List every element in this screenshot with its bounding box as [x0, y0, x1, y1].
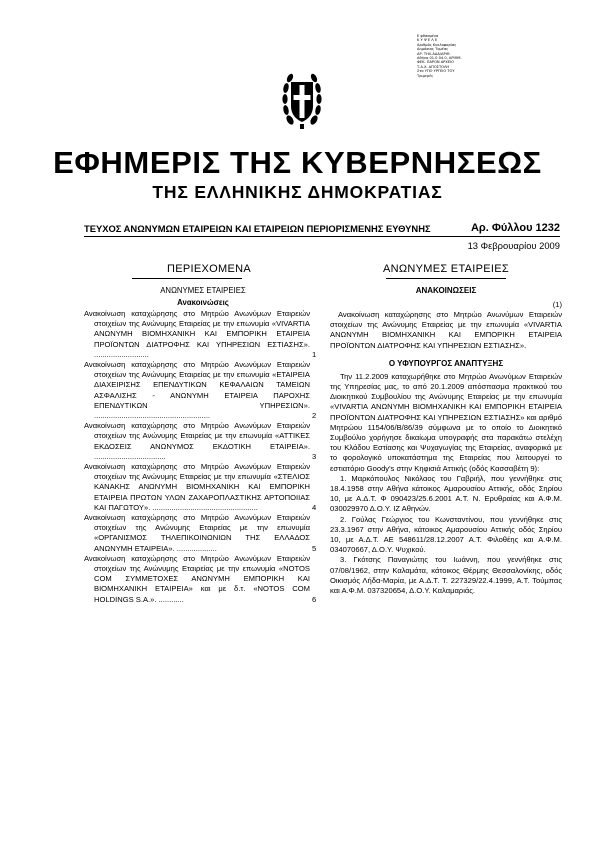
signatory-paragraph: 3. Γκότσης Παναγιώτης του Ιωάννη, που γεννήθηκε στις 07/08/1962, στην Καλαμάτα, κάτοικος Θέρμης Θεσσαλονίκης, οδός Οικισμός Λήδα-Μαρία, με Α.Δ.Τ. Τ. 227329/22.4.1999, Α.Τ. Τούμπας και Α.Φ.Μ. 037320654, Δ.Ο.Υ. Καλαμαριάς.: [330, 555, 562, 596]
toc-heading: ΠΕΡΙΕΧΟΜΕΝΑ: [167, 263, 251, 275]
stamp-line: Τ.Α.Χ. ΑΠΟΣΤΟΛΗ: [417, 64, 450, 69]
greek-coat-of-arms-icon: [281, 62, 323, 130]
gazette-title: ΕΦΗΜΕΡΙΣ ΤΗΣ ΚΥΒΕΡΝΗΣΕΩΣ: [53, 145, 542, 180]
toc-entry[interactable]: Ανακοίνωση καταχώρησης στο Μητρώο Ανωνύμων Εταιρειών στοιχείων της Ανώνυμης Εταιρείας με την επωνυμία «NOTOS COM ΣΥΜΜΕΤΟΧΕΣ ΑΝΩΝΥΜΗ ΕΜΠΟΡΙΚΗ ΚΑΙ ΒΙΟΜΗΧΑΝΙΚΗ ΕΤΑΙΡΕΙΑ» και με δ.τ. «NOTOS COM HOLDINGS S.A.». ............ 6: [84, 553, 317, 604]
stamp-line: ΑΡ. ΤΗΛ.ΑΔΑ/ΑΡΙΘ.: [417, 51, 451, 56]
registration-stamp: [417, 34, 487, 78]
signatory-paragraph: 1. Μαρκόπουλος Νικόλαος του Γαβριήλ, που γεννήθηκε στις 18.4.1958 στην Αθήνα κάτοικος Αμαρουσίου Αττικής, οδός Σηρίου 10, με Α.Δ.Τ. Φ 090423/25.6.2001 Α.Τ. Ν. Ερυθραίας και Α.Φ.Μ. 030029970 Δ.Ο.Υ. ΙΖ Αθηνών.: [330, 473, 562, 514]
stamp-line: Ε φθασμένα: [417, 34, 439, 38]
article-heading: ΑΝΩΝΥΜΕΣ ΕΤΑΙΡΕΙΕΣ: [382, 263, 510, 275]
stamp-line: Αθήνα 01.0 04.0, ΑΡΙΘΜ.: [417, 56, 462, 61]
stamp-line: Κ Υ Ψ Ε Λ Ε: [417, 38, 438, 43]
toc-subsection: Ανακοινώσεις: [177, 298, 229, 307]
stamp-line: Στο ΥΠΟ ΥΡΓΕΙΟ ΤΟΥ: [417, 69, 455, 74]
announcement-body: Την 11.2.2009 καταχωρήθηκε στο Μητρώο Ανωνύμων Εταιρειών της Υπηρεσίας μας, το από 20.1.2009 απόσπασμα πρακτικού του Διοικητικού Συμβουλίου της Ανώνυμης Εταιρείας με την επωνυμία «VIVARTIA ΑΝΩΝΥΜΗ ΒΙΟΜΗΧΑΝΙΚΗ ΚΑΙ ΕΜΠΟΡΙΚΗ ΕΤΑΙΡΕΙΑ ΠΡΟΪΟΝΤΩΝ ΔΙΑΤΡΟΦΗΣ ΚΑΙ ΥΠΗΡΕΣΙΩΝ ΕΣΤΙΑΣΗΣ» και αριθμό Μητρώου 1154/06/Β/86/39 σύμφωνα με το οποίο το Διοικητικό Συμβούλιο χορήγησε δικαίωμα υπογραφής στα παρακάτω στελέχη του Κλάδου Εστίασης και Ψυχαγωγίας της Εταιρείας, αναφορικά με το φορολογικό υποκατάστημα της Εταιρείας που λειτουργεί το εστιατόριο Goody's στην Κηφισιά Αττικής (οδός Κασσαβέτη 9):: [330, 371, 562, 473]
issue-row: [84, 222, 560, 235]
issue-series: ΤΕΥΧΟΣ ΑΝΩΝΥΜΩΝ ΕΤΑΙΡΕΙΩΝ ΚΑΙ ΕΤΑΙΡΕΙΩΝ ΠΕΡΙΟΡΙΣΜΕΝΗΣ ΕΥΘΥΝΗΣ: [84, 223, 431, 234]
signatory-paragraph: 2. Γούλας Γεώργιος του Κωνσταντίνου, που γεννήθηκε στις 23.3.1967 στην Αθήνα, κάτοικος Αμαρουσίου Αττικής οδός Σηρίου 10, με Α.Δ.Τ. ΑΕ 548611/28.12.2007 Α.Τ. Φιλοθέης και Α.Φ.Μ. 034070667, Δ.Ο.Υ. Ψυχικού.: [330, 514, 562, 555]
issue-date: 13 Φεβρουαρίου 2009: [467, 240, 560, 251]
stamp-line: Αριθμός Κυκλοφορίας: [417, 42, 457, 47]
toc-section: ΑΝΩΝΥΜΕΣ ΕΤΑΙΡΕΙΕΣ: [160, 286, 246, 295]
stamp-line: Δημόσιος Τομέας: [417, 47, 449, 52]
article-heading-rule: [386, 278, 506, 279]
article-section: ΑΝΑΚΟΙΝΩΣΕΙΣ: [415, 286, 477, 295]
announcement-number: (1): [552, 300, 562, 309]
toc-entry-text: Ανακοίνωση καταχώρησης στο Μητρώο Ανωνύμων Εταιρειών στοιχείων της Ανώνυμης Εταιρείας με την επωνυμία «NOTOS COM ΣΥΜΜΕΤΟΧΕΣ ΑΝΩΝΥΜΗ ΕΜΠΟΡΙΚΗ ΚΑΙ ΒΙΟΜΗΧΑΝΙΚΗ ΕΤΑΙΡΕΙΑ» και με δ.τ. «NOTOS COM HOLDINGS S.A.». ............: [84, 553, 310, 604]
toc-entry[interactable]: Ανακοίνωση καταχώρησης στο Μητρώο Ανωνύμων Εταιρειών στοιχείων της Ανώνυμης Εταιρείας με την επωνυμία «ΑΤΤΙΚΕΣ ΕΚΔΟΣΕΙΣ ΑΝΩΝΥΜΟΣ ΕΚΔΟΤΙΚΗ ΕΤΑΙΡΕΙΑ». .................................. 3: [84, 421, 317, 461]
gazette-subtitle: ΤΗΣ ΕΛΛΗΝΙΚΗΣ ΔΗΜΟΚΡΑΤΙΑΣ: [152, 182, 443, 202]
table-of-contents: [84, 262, 322, 605]
toc-entry-text: Ανακοίνωση καταχώρησης στο Μητρώο Ανωνύμων Εταιρειών στοιχείων της Ανώνυμης Εταιρείας με την επωνυμία «VIVARTIA ΑΝΩΝΥΜΗ ΒΙΟΜΗΧΑΝΙΚΗ ΚΑΙ ΕΜΠΟΡΙΚΗ ΕΤΑΙΡΕΙΑ ΠΡΟΪΟΝΤΩΝ ΔΙΑΤΡΟΦΗΣ ΚΑΙ ΥΠΗΡΕΣΙΩΝ ΕΣΤΙΑΣΗΣ». ..........................: [84, 309, 310, 359]
issuer-heading: Ο ΥΦΥΠΟΥΡΓΟΣ ΑΝΑΠΤΥΞΗΣ: [388, 358, 504, 368]
toc-entry-text: Ανακοίνωση καταχώρησης στο Μητρώο Ανωνύμων Εταιρειών στοιχείων της Ανώνυμης Εταιρείας με την επωνυμία «ΟΡΓΑΝΙΣΜΟΣ ΤΗΛΕΠΙΚΟΙΝΩΝΙΩΝ ΤΗΣ ΕΛΛΑΔΟΣ ΑΝΩΝΥΜΗ ΕΤΑΙΡΕΙΑ». ...................: [84, 513, 310, 553]
toc-entry-text: Ανακοίνωση καταχώρησης στο Μητρώο Ανωνύμων Εταιρειών στοιχείων της Ανώνυμης Εταιρείας με την επωνυμία «ΣΤΕΛΙΟΣ ΚΑΝΑΚΗΣ ΑΝΩΝΥΜΗ ΒΙΟΜΗΧΑΝΙΚΗ ΚΑΙ ΕΜΠΟΡΙΚΗ ΕΤΑΙΡΕΙΑ ΠΡΩΤΩΝ ΥΛΩΝ ΖΑΧΑΡΟΠΛΑΣΤΙΚΗΣ ΑΡΤΟΠΟΙΙΑΣ ΚΑΙ ΠΑΓΩΤΟΥ». ..................................................: [84, 462, 310, 512]
toc-entry[interactable]: Ανακοίνωση καταχώρησης στο Μητρώο Ανωνύμων Εταιρειών στοιχείων της Ανώνυμης Εταιρείας με την επωνυμία «ΣΤΕΛΙΟΣ ΚΑΝΑΚΗΣ ΑΝΩΝΥΜΗ ΒΙΟΜΗΧΑΝΙΚΗ ΚΑΙ ΕΜΠΟΡΙΚΗ ΕΤΑΙΡΕΙΑ ΠΡΩΤΩΝ ΥΛΩΝ ΖΑΧΑΡΟΠΛΑΣΤΙΚΗΣ ΑΡΤΟΠΟΙΙΑΣ ΚΑΙ ΠΑΓΩΤΟΥ». .................................................. 4: [84, 462, 317, 512]
announcement-column: [330, 262, 562, 596]
toc-entry[interactable]: Ανακοίνωση καταχώρησης στο Μητρώο Ανωνύμων Εταιρειών στοιχείων της Ανώνυμης Εταιρείας με την επωνυμία «VIVARTIA ΑΝΩΝΥΜΗ ΒΙΟΜΗΧΑΝΙΚΗ ΚΑΙ ΕΜΠΟΡΙΚΗ ΕΤΑΙΡΕΙΑ ΠΡΟΪΟΝΤΩΝ ΔΙΑΤΡΟΦΗΣ ΚΑΙ ΥΠΗΡΕΣΙΩΝ ΕΣΤΙΑΣΗΣ». .......................... 1: [84, 309, 317, 359]
announcement-title: Ανακοίνωση καταχώρησης στο Μητρώο Ανωνύμων Εταιρειών στοιχείων της Ανώνυμης Εταιρείας με την επωνυμία «VIVARTIA ΑΝΩΝΥΜΗ ΒΙΟΜΗΧΑΝΙΚΗ ΚΑΙ ΕΜΠΟΡΙΚΗ ΕΤΑΙΡΕΙΑ ΠΡΟΪΟΝΤΩΝ ΔΙΑΤΡΟΦΗΣ ΚΑΙ ΥΠΗΡΕΣΙΩΝ ΕΣΤΙΑΣΗΣ».: [330, 310, 562, 350]
toc-list: [84, 309, 322, 605]
toc-entry-text: Ανακοίνωση καταχώρησης στο Μητρώο Ανωνύμων Εταιρειών στοιχείων της Ανώνυμης Εταιρείας με την επωνυμία «ΕΤΑΙΡΕΙΑ ΔΙΑΧΕΙΡΙΣΗΣ ΕΠΕΝΔΥΤΙΚΩΝ ΚΕΦΑΛΑΙΩΝ ΤΑΜΕΙΩΝ ΑΣΦΑΛΙΣΗΣ - ΑΝΩΝΥΜΗ ΕΤΑΙΡΕΙΑ ΠΑΡΟΧΗΣ ΕΠΕΝΔΥΤΙΚΩΝ ΥΠΗΡΕΣΙΩΝ». .......................................................: [84, 360, 310, 421]
header-divider: [84, 236, 560, 237]
sheet-number: Αρ. Φύλλου 1232: [470, 222, 560, 234]
toc-entry[interactable]: Ανακοίνωση καταχώρησης στο Μητρώο Ανωνύμων Εταιρειών στοιχείων της Ανώνυμης Εταιρείας με την επωνυμία «ΕΤΑΙΡΕΙΑ ΔΙΑΧΕΙΡΙΣΗΣ ΕΠΕΝΔΥΤΙΚΩΝ ΚΕΦΑΛΑΙΩΝ ΤΑΜΕΙΩΝ ΑΣΦΑΛΙΣΗΣ - ΑΝΩΝΥΜΗ ΕΤΑΙΡΕΙΑ ΠΑΡΟΧΗΣ ΕΠΕΝΔΥΤΙΚΩΝ ΥΠΗΡΕΣΙΩΝ». ....................................................... 2: [84, 360, 317, 421]
stamp-line: ΦΕΚ. ΠΑΡΟΝ ΑΡΧΕΙΟ: [417, 60, 454, 65]
toc-entry[interactable]: Ανακοίνωση καταχώρησης στο Μητρώο Ανωνύμων Εταιρειών στοιχείων της Ανώνυμης Εταιρείας με την επωνυμία «ΟΡΓΑΝΙΣΜΟΣ ΤΗΛΕΠΙΚΟΙΝΩΝΙΩΝ ΤΗΣ ΕΛΛΑΔΟΣ ΑΝΩΝΥΜΗ ΕΤΑΙΡΕΙΑ». ................... 5: [84, 513, 317, 553]
toc-heading-rule: [132, 278, 242, 279]
stamp-line: Τριμερές: [417, 73, 434, 78]
toc-entry-text: Ανακοίνωση καταχώρησης στο Μητρώο Ανωνύμων Εταιρειών στοιχείων της Ανώνυμης Εταιρείας με την επωνυμία «ΑΤΤΙΚΕΣ ΕΚΔΟΣΕΙΣ ΑΝΩΝΥΜΟΣ ΕΚΔΟΤΙΚΗ ΕΤΑΙΡΕΙΑ». ..................................: [84, 421, 310, 461]
